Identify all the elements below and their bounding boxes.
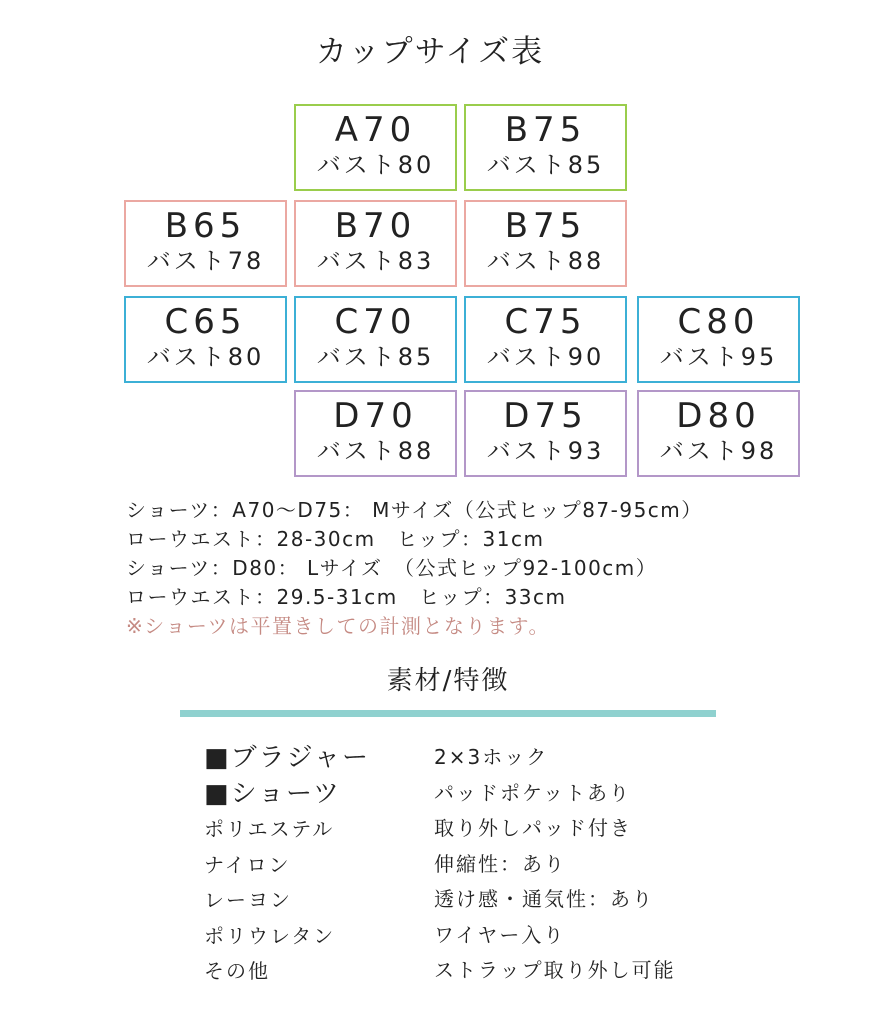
- material-item: レーヨン: [204, 888, 292, 912]
- shorts-size-notes: [126, 496, 866, 641]
- bust-label: バスト88: [316, 437, 435, 465]
- bust-label: バスト95: [659, 343, 778, 371]
- feature-item: 2×3ホック: [434, 745, 549, 769]
- cup-size-label: C70: [334, 302, 417, 342]
- bust-label: バスト78: [146, 247, 265, 275]
- feature-list: [434, 740, 854, 989]
- cup-size-label: D70: [333, 396, 418, 436]
- note-line: ローウエスト：28-30cm ヒップ：31cm: [126, 527, 545, 551]
- bust-label: バスト85: [486, 151, 605, 179]
- feature-item: 取り外しパッド付き: [434, 816, 632, 840]
- section-divider: [180, 710, 716, 717]
- bust-label: バスト80: [316, 151, 435, 179]
- cup-size-label: C75: [504, 302, 587, 342]
- cup-size-label: A70: [334, 110, 417, 150]
- material-item: ポリウレタン: [204, 923, 336, 948]
- size-cell-d70: [294, 390, 457, 477]
- bust-label: バスト85: [316, 343, 435, 371]
- bust-label: バスト93: [486, 437, 605, 465]
- cup-size-label: D80: [676, 396, 761, 436]
- material-list: [204, 740, 424, 990]
- note-line: ローウエスト：29.5-31cm ヒップ：33cm: [126, 585, 567, 609]
- cup-size-label: B65: [164, 206, 247, 246]
- size-cell-d80: [637, 390, 800, 477]
- feature-item: 伸縮性：あり: [434, 851, 566, 876]
- cup-size-label: D75: [503, 396, 588, 436]
- feature-item: ストラップ取り外し可能: [434, 958, 676, 982]
- material-item: ポリエステル: [204, 817, 335, 841]
- measurement-warning: ※ショーツは平置きしての計測となります。: [126, 614, 550, 638]
- bust-label: バスト80: [146, 343, 265, 371]
- material-item: ナイロン: [204, 852, 291, 877]
- size-cell-c65: [124, 296, 287, 383]
- size-cell-a70: [294, 104, 457, 191]
- bust-label: バスト88: [486, 247, 605, 275]
- material-item: その他: [204, 959, 270, 983]
- size-cell-c70: [294, 296, 457, 383]
- cup-size-label: B75: [504, 110, 587, 150]
- page-title: カップサイズ表: [315, 34, 545, 70]
- material-section-title: 素材/特徴: [386, 666, 510, 696]
- cup-size-grid: [0, 0, 896, 500]
- feature-item: 透け感・通気性：あり: [434, 887, 654, 911]
- size-cell-c75: [464, 296, 627, 383]
- size-cell-c80: [637, 296, 800, 383]
- size-cell-d75: [464, 390, 627, 477]
- size-cell-b75-pink: [464, 200, 627, 287]
- size-cell-b75-green: [464, 104, 627, 191]
- note-line: ショーツ：D80： Lサイズ （公式ヒップ92-100cm）: [126, 556, 658, 580]
- feature-item: パッドポケットあり: [434, 780, 631, 805]
- cup-size-label: B75: [504, 206, 587, 246]
- bust-label: バスト98: [659, 437, 778, 465]
- bust-label: バスト90: [486, 343, 605, 371]
- note-line: ショーツ：A70～D75： Mサイズ（公式ヒップ87-95cm）: [126, 498, 703, 522]
- size-cell-b65: [124, 200, 287, 287]
- size-cell-b70: [294, 200, 457, 287]
- feature-item: ワイヤー入り: [434, 922, 566, 947]
- cup-size-label: C65: [164, 302, 247, 342]
- bust-label: バスト83: [316, 247, 435, 275]
- bra-header: ■ブラジャー: [204, 743, 371, 773]
- cup-size-label: C80: [677, 302, 760, 342]
- shorts-header: ■ショーツ: [204, 779, 342, 809]
- cup-size-label: B70: [334, 206, 417, 246]
